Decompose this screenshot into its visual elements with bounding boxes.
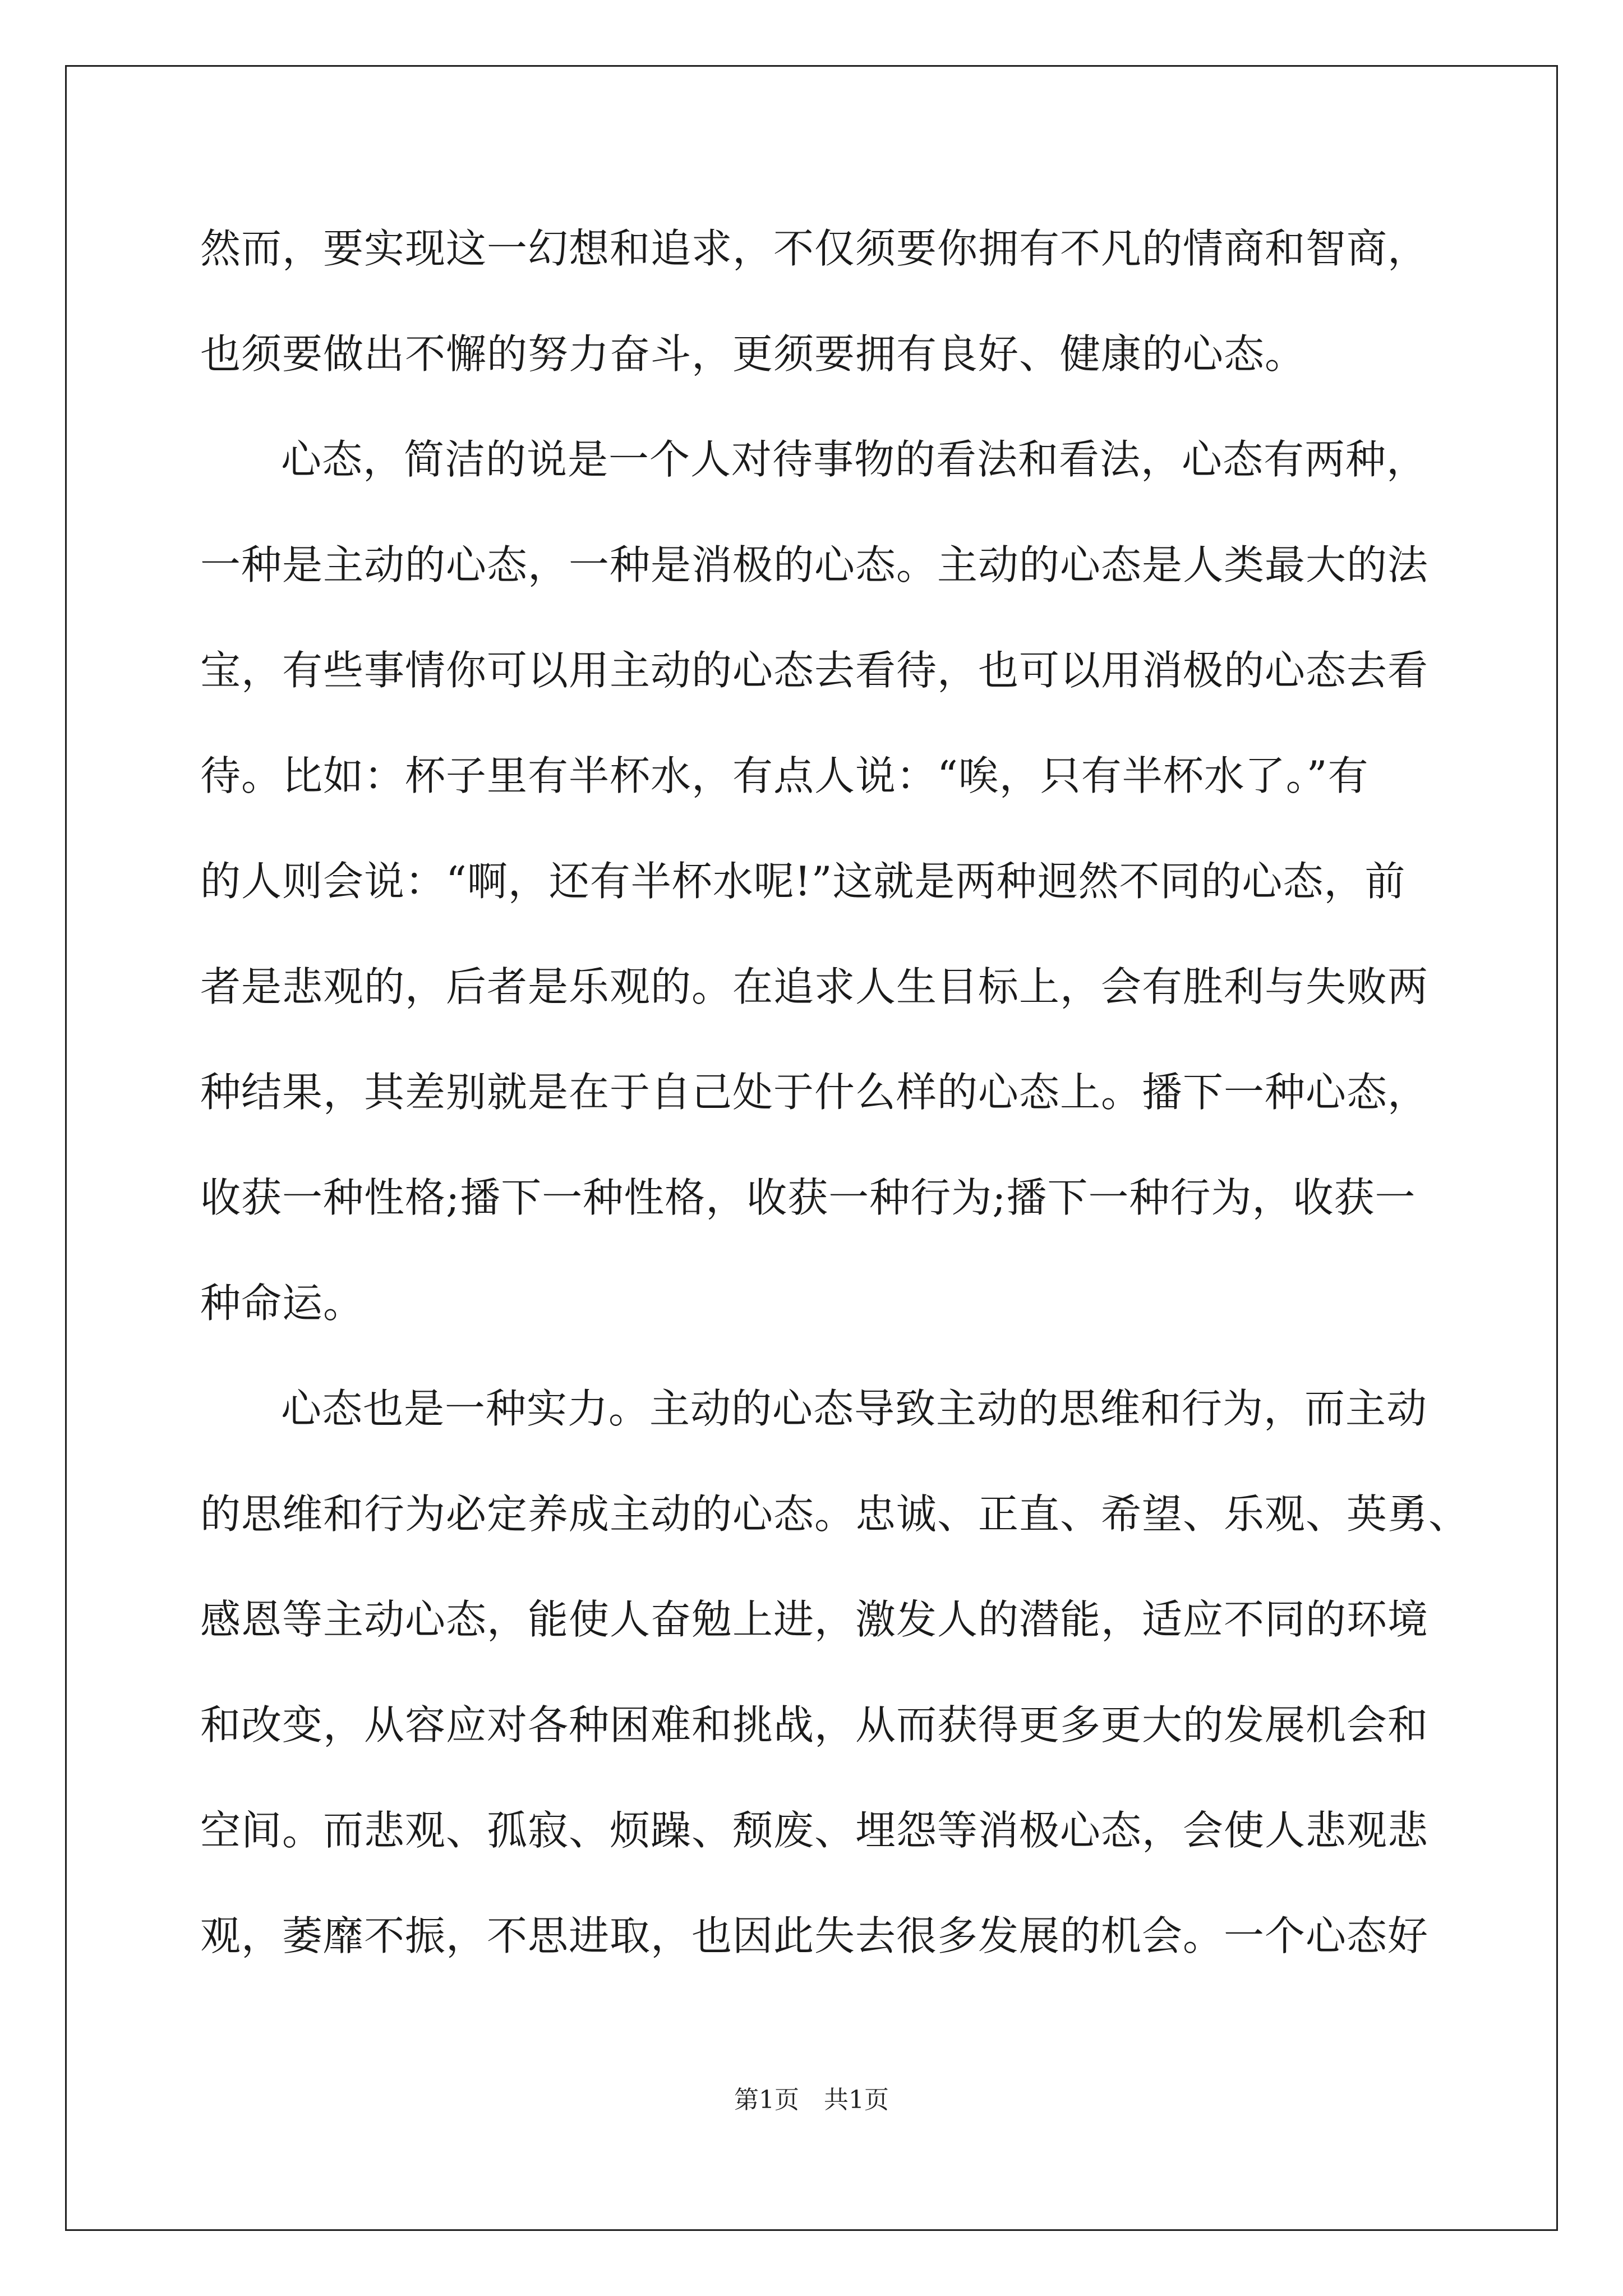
text-line-17: 观，萎靡不振，不思进取，也因此失去很多发展的机会。一个心态好 [200, 1912, 1429, 1959]
text-line-8: 者是悲观的，后者是乐观的。在追求人生目标上，会有胜利与失败两 [200, 963, 1429, 1010]
text-line-13: 的思维和行为必定养成主动的心态。忠诚、正直、希望、乐观、英勇、 [200, 1490, 1470, 1538]
text-line-16: 空间。而悲观、孤寂、烦躁、颓废、埋怨等消极心态，会使人悲观悲 [200, 1807, 1429, 1854]
text-line-3: 心态，简洁的说是一个人对待事物的看法和看法，心态有两种， [281, 436, 1428, 483]
text-line-14: 感恩等主动心态，能使人奋勉上进，激发人的潜能，适应不同的环境 [200, 1596, 1429, 1643]
text-line-15: 和改变，从容应对各种困难和挑战，从而获得更多更大的发展机会和 [200, 1701, 1429, 1749]
text-line-12: 心态也是一种实力。主动的心态导致主动的思维和行为，而主动 [281, 1385, 1428, 1432]
text-line-9: 种结果，其差别就是在于自己处于什么样的心态上。播下一种心态， [200, 1069, 1429, 1116]
text-line-7: 的人则会说：“啊，还有半杯水呢!”这就是两种迥然不同的心态，前 [200, 858, 1406, 905]
page-total: 共1页 [824, 2086, 889, 2114]
text-line-1: 然而，要实现这一幻想和追求，不仅须要你拥有不凡的情商和智商， [200, 225, 1429, 272]
text-line-11: 种命运。 [200, 1280, 365, 1327]
text-line-5: 宝，有些事情你可以用主动的心态去看待，也可以用消极的心态去看 [200, 647, 1429, 694]
text-line-4: 一种是主动的心态，一种是消极的心态。主动的心态是人类最大的法 [200, 541, 1429, 588]
text-line-2: 也须要做出不懈的努力奋斗，更须要拥有良好、健康的心态。 [200, 330, 1306, 378]
page-footer [0, 2083, 1623, 2117]
text-line-10: 收获一种性格;播下一种性格，收获一种行为;播下一种行为，收获一 [200, 1174, 1416, 1221]
page-number: 第1页 [734, 2086, 799, 2114]
document-body [200, 215, 1479, 2008]
text-line-6: 待。比如：杯子里有半杯水，有点人说：“唉，只有半杯水了。”有 [200, 752, 1369, 799]
